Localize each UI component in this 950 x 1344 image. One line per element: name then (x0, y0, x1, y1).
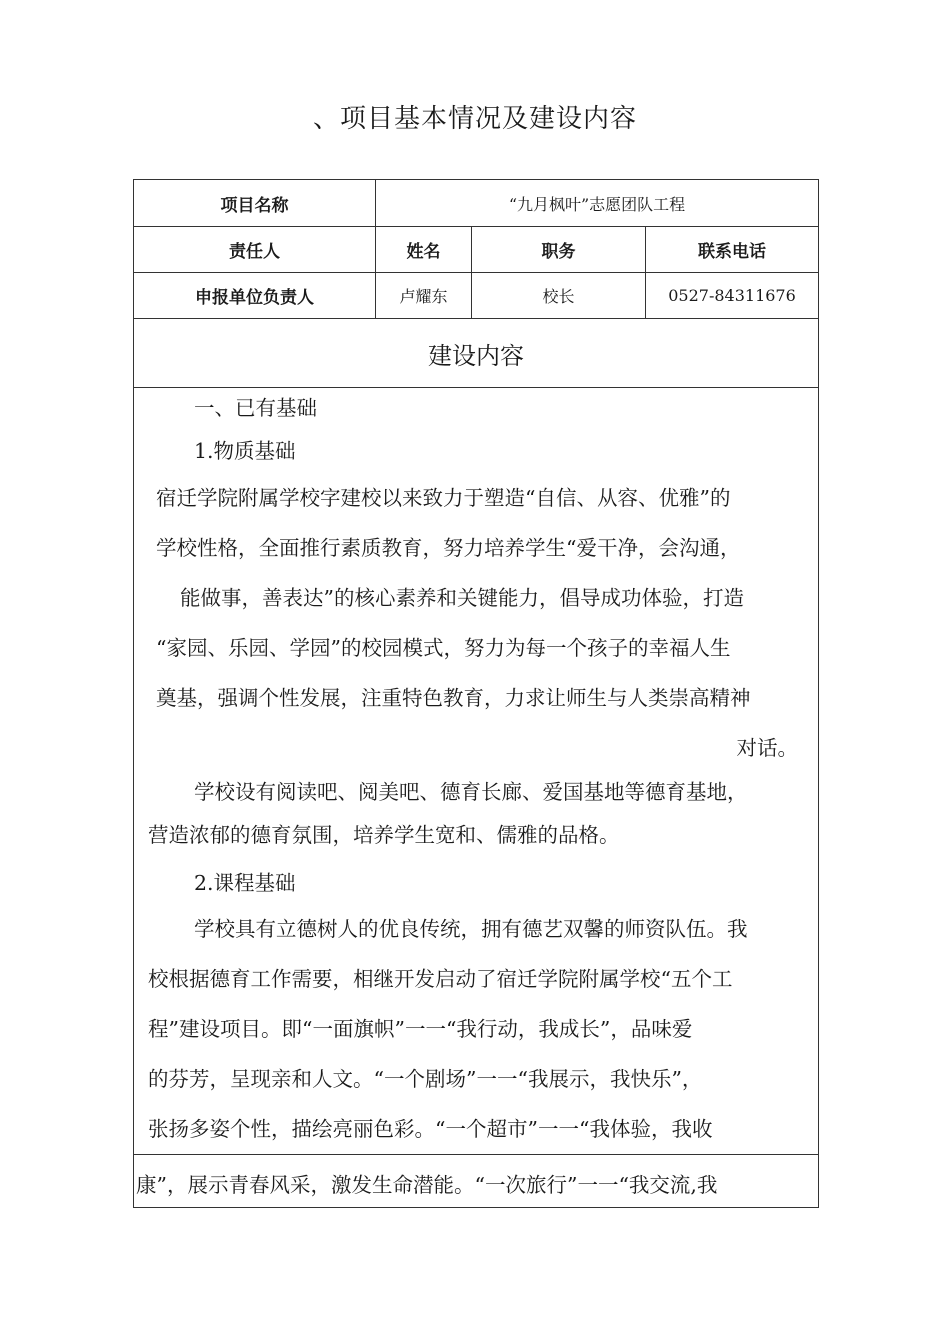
content-section-header: 建设内容 (134, 319, 819, 388)
content-line: 能做事，善表达”的核心素养和关键能力，倡导成功体验，打造 (180, 586, 744, 610)
applicant-phone: 0527-84311676 (646, 273, 819, 319)
content-line: 对话。 (736, 736, 798, 760)
content-line: 营造浓郁的德育氛围，培养学生宽和、儒雅的品格。 (148, 823, 620, 847)
project-info-table (133, 179, 819, 388)
content-line: 奠基，强调个性发展，注重特色教育，力求让师生与人类崇高精神 (156, 686, 751, 710)
phone-header: 联系电话 (646, 227, 819, 273)
content-line: 学校性格，全面推行素质教育，努力培养学生“爱干净，会沟通， (156, 536, 741, 560)
content-line: 一、已有基础 (194, 396, 317, 420)
project-name-label: 项目名称 (134, 180, 376, 227)
content-line: 康”，展示青春风采，激发生命潜能。“一次旅行”一一“我交流,我 (136, 1173, 718, 1197)
page-title: 、项目基本情况及建设内容 (312, 104, 637, 134)
content-line: 学校设有阅读吧、阅美吧、德育长廊、爱国基地等德育基地， (194, 780, 748, 804)
applicant-name: 卢耀东 (376, 273, 472, 319)
content-line: 张扬多姿个性，描绘亮丽色彩。“一个超市”一一“我体验，我收 (148, 1117, 713, 1141)
content-line: 1.物质基础 (194, 439, 296, 463)
name-header: 姓名 (376, 227, 472, 273)
content-line: 学校具有立德树人的优良传统，拥有德艺双馨的师资队伍。我 (194, 917, 748, 941)
content-body (133, 387, 819, 1154)
content-line: “家园、乐园、学园”的校园模式，努力为每一个孩子的幸福人生 (156, 636, 731, 660)
content-line: 校根据德育工作需要，相继开发启动了宿迁学院附属学校“五个工 (148, 967, 733, 991)
applicant-label: 申报单位负责人 (134, 273, 376, 319)
responsible-label: 责任人 (134, 227, 376, 273)
content-line: 2.课程基础 (194, 871, 296, 895)
applicant-position: 校长 (472, 273, 646, 319)
position-header: 职务 (472, 227, 646, 273)
content-continuation-box (133, 1154, 819, 1208)
content-line: 宿迁学院附属学校字建校以来致力于塑造“自信、从容、优雅”的 (156, 486, 731, 510)
content-line: 程”建设项目。即“一面旗帜”一一“我行动，我成长”，品味爱 (148, 1017, 693, 1041)
content-line: 的芬芳，呈现亲和人文。“一个剧场”一一“我展示，我快乐”， (148, 1067, 703, 1091)
project-name-value: “九月枫叶”志愿团队工程 (376, 180, 819, 227)
